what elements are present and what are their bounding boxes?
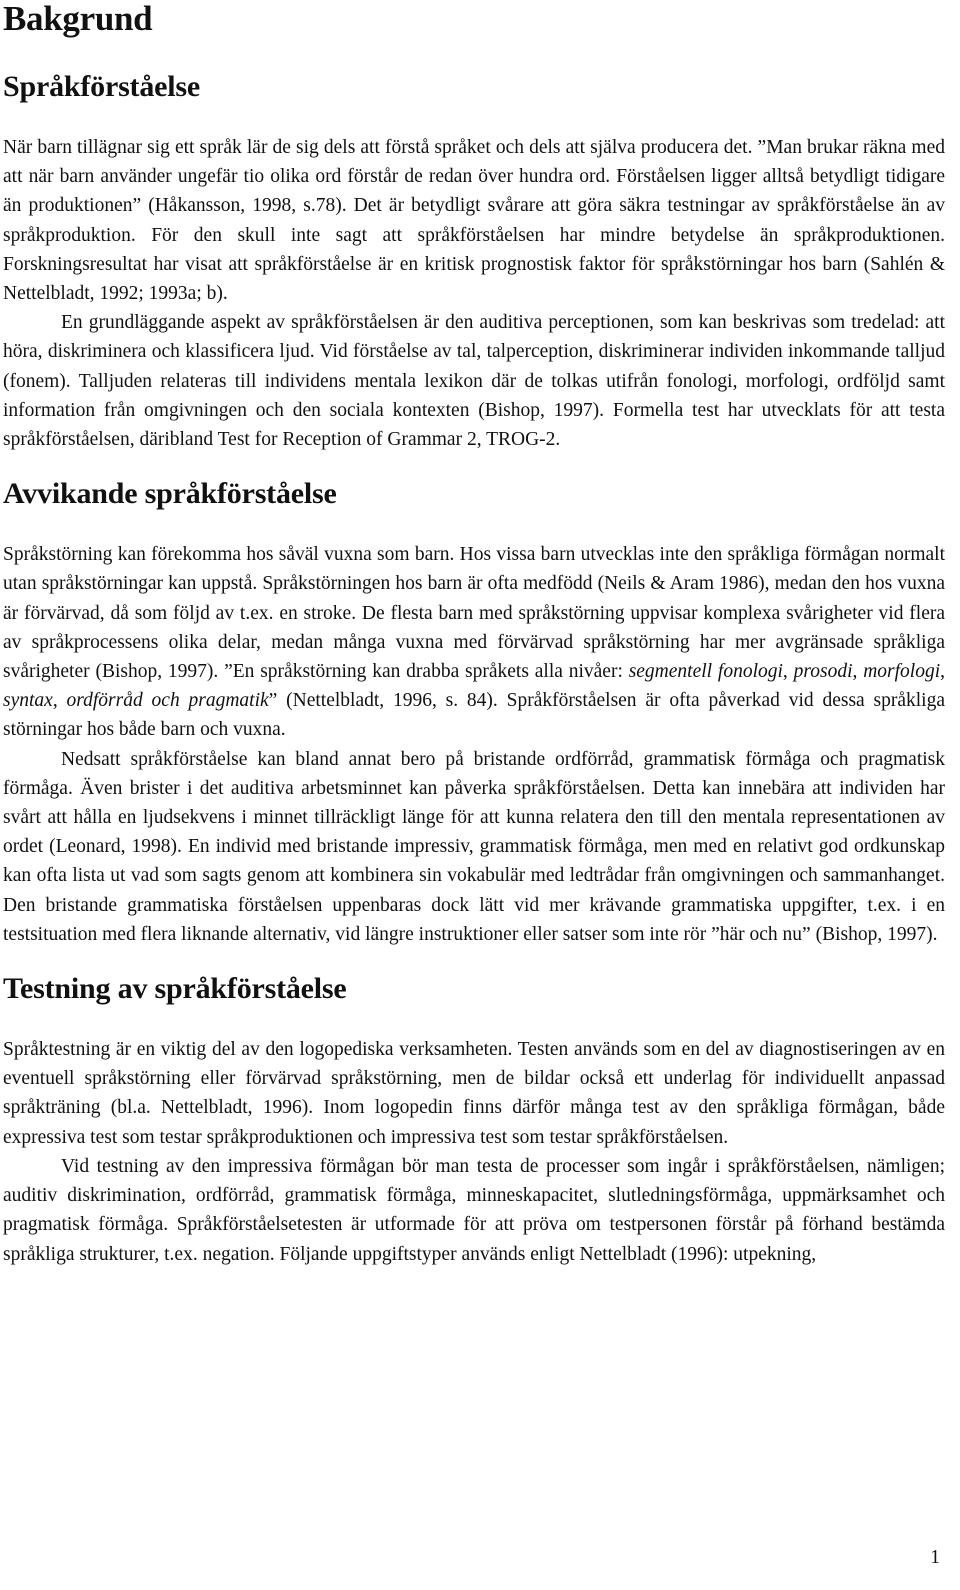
document-title: Bakgrund — [3, 0, 153, 38]
quote-tail-text: ” (Nettelbladt, 1996, s. 84). Språkförståelsen är ofta påverkad vid dessa språkliga störningar hos både barn och vuxna. — [3, 690, 945, 741]
section-body-testning-av-sprakforstaelse — [3, 1035, 945, 1269]
document-page — [3, 0, 945, 1269]
italic-term: morfologi — [863, 661, 941, 683]
paragraph-with-quote: Språkstörning kan förekomma hos såväl vuxna som barn. Hos vissa barn utvecklas inte den språkliga förmågan normalt utan språkstörningar kan uppstå. Språkstörningen hos barn är ofta medfödd (Neils & Aram 1986), medan den hos vuxna är förvärvad, då som följd av t.ex. en stroke. De flesta barn med språkstörning uppvisar komplexa svårigheter vid flera av språkprocessens olika delar, medan många vuxna med förvärvad språkstörning har mer avgränsade språkliga svårigheter (Bishop, 1997). ”En språkstörning kan drabba språkets alla nivåer: segmentell fonologi, prosodi, morfologi, syntax, ordförråd och pragmatik” (Nettelbladt, 1996, s. 84). Språkförståelsen är ofta påverkad vid dessa språkliga störningar hos både barn och vuxna. — [3, 544, 945, 741]
quote-lead-text: Språkstörning kan förekomma hos såväl vuxna som barn. Hos vissa barn utvecklas inte den språkliga förmågan normalt utan språkstörningar kan uppstå. Språkstörningen hos barn är ofta medfödd (Neils & Aram 1986), medan den hos vuxna är förvärvad, då som följd av t.ex. en stroke. De flesta barn med språkstörning uppvisar komplexa svårigheter vid flera av språkprocessens olika delar, medan många vuxna med förvärvad språkstörning har mer avgränsade språkliga svårigheter (Bishop, 1997). ”En språkstörning kan drabba språkets alla nivåer: — [3, 544, 945, 683]
paragraph: Språktestning är en viktig del av den logopediska verksamheten. Testen används som en del av diagnostiseringen av en eventuell språkstörning eller förvärvad språkstörning, men de bildar också ett underlag för individuellt anpassad språkträning (bl.a. Nettelbladt, 1996). Inom logopedin finns därför många test av den språkliga förmågan, både expressiva test som testar språkproduktionen och impressiva test som testar språkförståelsen. — [3, 1039, 945, 1148]
italic-term: ordförråd och pragmatik — [66, 690, 269, 712]
paragraph: Vid testning av den impressiva förmågan bör man testa de processer som ingår i språkförståelsen, nämligen; auditiv diskrimination, ordförråd, grammatisk förmåga, minneskapacitet, slutledningsförmåga, uppmärksamhet och pragmatisk förmåga. Språkförståelsetesten är utformade för att pröva om testpersonen förstår på förhand bestämda språkliga strukturer, t.ex. negation. Följande uppgiftstyper används enligt Nettelbladt (1996): utpekning, — [3, 1155, 945, 1265]
page-number: 1 — [930, 1547, 940, 1568]
section-body-sprakforstaelse — [3, 133, 945, 454]
section-heading-sprakforstaelse: Språkförståelse — [3, 70, 200, 103]
paragraph: Nedsatt språkförståelse kan bland annat bero på bristande ordförråd, grammatisk förmåga och pragmatisk förmåga. Även brister i det auditiva arbetsminnet kan påverka språkförståelsen. Detta kan innebära att individen har svårt att hålla en ljudsekvens i minnet tillräckligt länge för att kunna relatera den till den mentala representationen av ordet (Leonard, 1998). En individ med bristande impressiv, grammatisk förmåga, men med en relativt god ordkunskap kan ofta lista ut vad som sagts genom att kombinera sin vokabulär med ledtrådar från omgivningen och sammanhanget. Den bristande grammatiska förståelsen uppenbaras dock lätt vid mer krävande grammatiska uppgifter, t.ex. i en testsituation med flera liknande alternativ, vid längre instruktioner eller satser som inte rör ”här och nu” (Bishop, 1997). — [3, 748, 945, 945]
paragraph: En grundläggande aspekt av språkförståelsen är den auditiva perceptionen, som kan beskrivas som tredelad: att höra, diskriminera och klassificera ljud. Vid förståelse av tal, talperception, diskriminerar individen inkommande talljud (fonem). Talljuden relateras till individens mentala lexikon där de tolkas utifrån fonologi, morfologi, ordföljd samt information från omgivningen och den sociala kontexten (Bishop, 1997). Formella test har utvecklats för att testa språkförståelsen, däribland Test for Reception of Grammar 2, TROG-2. — [3, 312, 945, 451]
italic-term: prosodi — [793, 661, 853, 683]
italic-term: segmentell fonologi — [628, 661, 783, 683]
paragraph: När barn tillägnar sig ett språk lär de sig dels att förstå språket och dels att själva producera det. ”Man brukar räkna med att när barn använder ungefär tio olika ord förstår de redan över hundra ord. Förståelsen ligger alltså betydligt tidigare än produktionen” (Håkansson, 1998, s.78). Det är betydligt svårare att göra säkra testningar av språkförståelse än av språkproduktion. För den skull inte sagt att språkförståelsen har mindre betydelse än språkproduktionen. Forskningsresultat har visat att språkförståelse är en kritisk prognostisk faktor för språkstörningar hos barn (Sahlén & Nettelbladt, 1992; 1993a; b). — [3, 137, 945, 305]
italic-term: syntax — [3, 690, 53, 712]
section-heading-avvikande-sprakforstaelse: Avvikande språkförståelse — [3, 477, 337, 511]
section-heading-testning-av-sprakforstaelse: Testning av språkförståelse — [3, 972, 347, 1006]
section-body-avvikande-sprakforstaelse — [3, 540, 945, 949]
